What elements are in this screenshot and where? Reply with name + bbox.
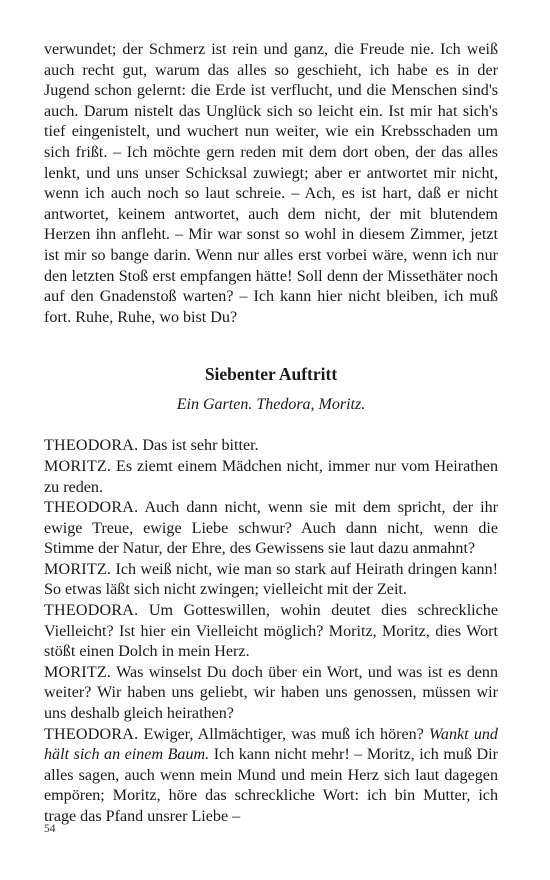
dialogue-line (44, 560, 498, 601)
spoken-text: Ich kann nicht mehr! – Moritz, ich muß Dir alles sagen, auch wenn mein Mund und mein Herz sich laut dagegen empören; Moritz, höre das schreckliche Wort: ich bin Mutter, ich trage das Pfand unsrer Liebe – (44, 746, 498, 825)
speaker-name: MORITZ. (44, 560, 112, 578)
speaker-name: MORITZ. (44, 457, 112, 475)
dialogue-line (44, 725, 498, 828)
dialogue (44, 436, 498, 827)
speaker-name: MORITZ. (44, 663, 112, 681)
spoken-text: Was winselst Du doch über ein Wort, und was ist es denn weiter? Wir haben uns geliebt, wir haben uns genossen, müssen wir uns deshalb gleich heirathen? (44, 663, 499, 723)
spoken-text: Auch dann nicht, wenn sie mit dem spricht, der ihr ewige Treue, ewige Liebe schwur? Auch dann nicht, wenn die Stimme der Natur, der Ehre, des Gewissens sie laut dazu anmahnt? (44, 499, 499, 558)
spoken-text: Es ziemt einem Mädchen nicht, immer nur vom Heirathen zu reden. (44, 457, 498, 496)
dialogue-line (44, 457, 498, 498)
speaker-name: THEODORA. (44, 437, 139, 455)
page-number: 54 (44, 823, 56, 835)
spoken-text: Das ist sehr bitter. (142, 437, 259, 455)
stage-direction: Ein Garten. Thedora, Moritz. (176, 396, 366, 414)
dialogue-line (44, 498, 498, 560)
scene-title: Siebenter Auftritt (204, 364, 338, 385)
speaker-name: THEODORA. (44, 602, 139, 620)
dialogue-line (44, 663, 498, 725)
dialogue-line (44, 601, 498, 663)
spoken-text: Ich weiß nicht, wie man so stark auf Heirath dringen kann! So etwas läßt sich nicht zwingen; vielleicht mit der Zeit. (44, 560, 499, 599)
book-page (44, 40, 498, 828)
dialogue-line (44, 436, 498, 457)
lead-paragraph: verwundet; der Schmerz ist rein und ganz, die Freude nie. Ich weiß auch recht gut, warum das alles so geschieht, ich habe es in der Jugend schon gelernt: die Erde ist verflucht, und die Menschen sind's auch. Darum nistelt das Unglück sich so leicht ein. Ist mir hat sich's tief eingenistelt, und wuchert nun weiter, wie ein Krebsschaden um sich frißt. – Ich möchte gern reden mit dem dort oben, der das alles lenkt, und uns unser Schicksal zuwiegt; aber er antwortet mir nicht, wenn ich auch noch so laut schreie. – Ach, es ist hart, daß er nicht antwortet, keinem antwortet, auch dem nicht, der mit blutendem Herzen ihn anfleht. – Mir war sonst so wohl in diesem Zimmer, jetzt ist mir so bange darin. Wenn nur alles erst vorbei wäre, wenn ich nur den letzten Stoß erst empfangen hätte! Soll denn der Missethäter noch auf den Gnadenstoß warten? – Ich kann hier nicht bleiben, ich muß fort. Ruhe, Ruhe, wo bist Du? (44, 41, 498, 326)
speaker-name: THEODORA. (44, 499, 139, 517)
speaker-name: THEODORA. (44, 725, 139, 743)
stage-direction-inline: Wankt und hält sich an einem Baum. (44, 725, 498, 764)
spoken-text: Ewiger, Allmächtiger, was muß ich hören? (143, 725, 424, 743)
spoken-text: Um Gotteswillen, wohin deutet dies schreckliche Vielleicht? Ist hier ein Vielleicht möglich? Moritz, Moritz, dies Wort stößt einen Dolch in mein Herz. (44, 602, 498, 661)
